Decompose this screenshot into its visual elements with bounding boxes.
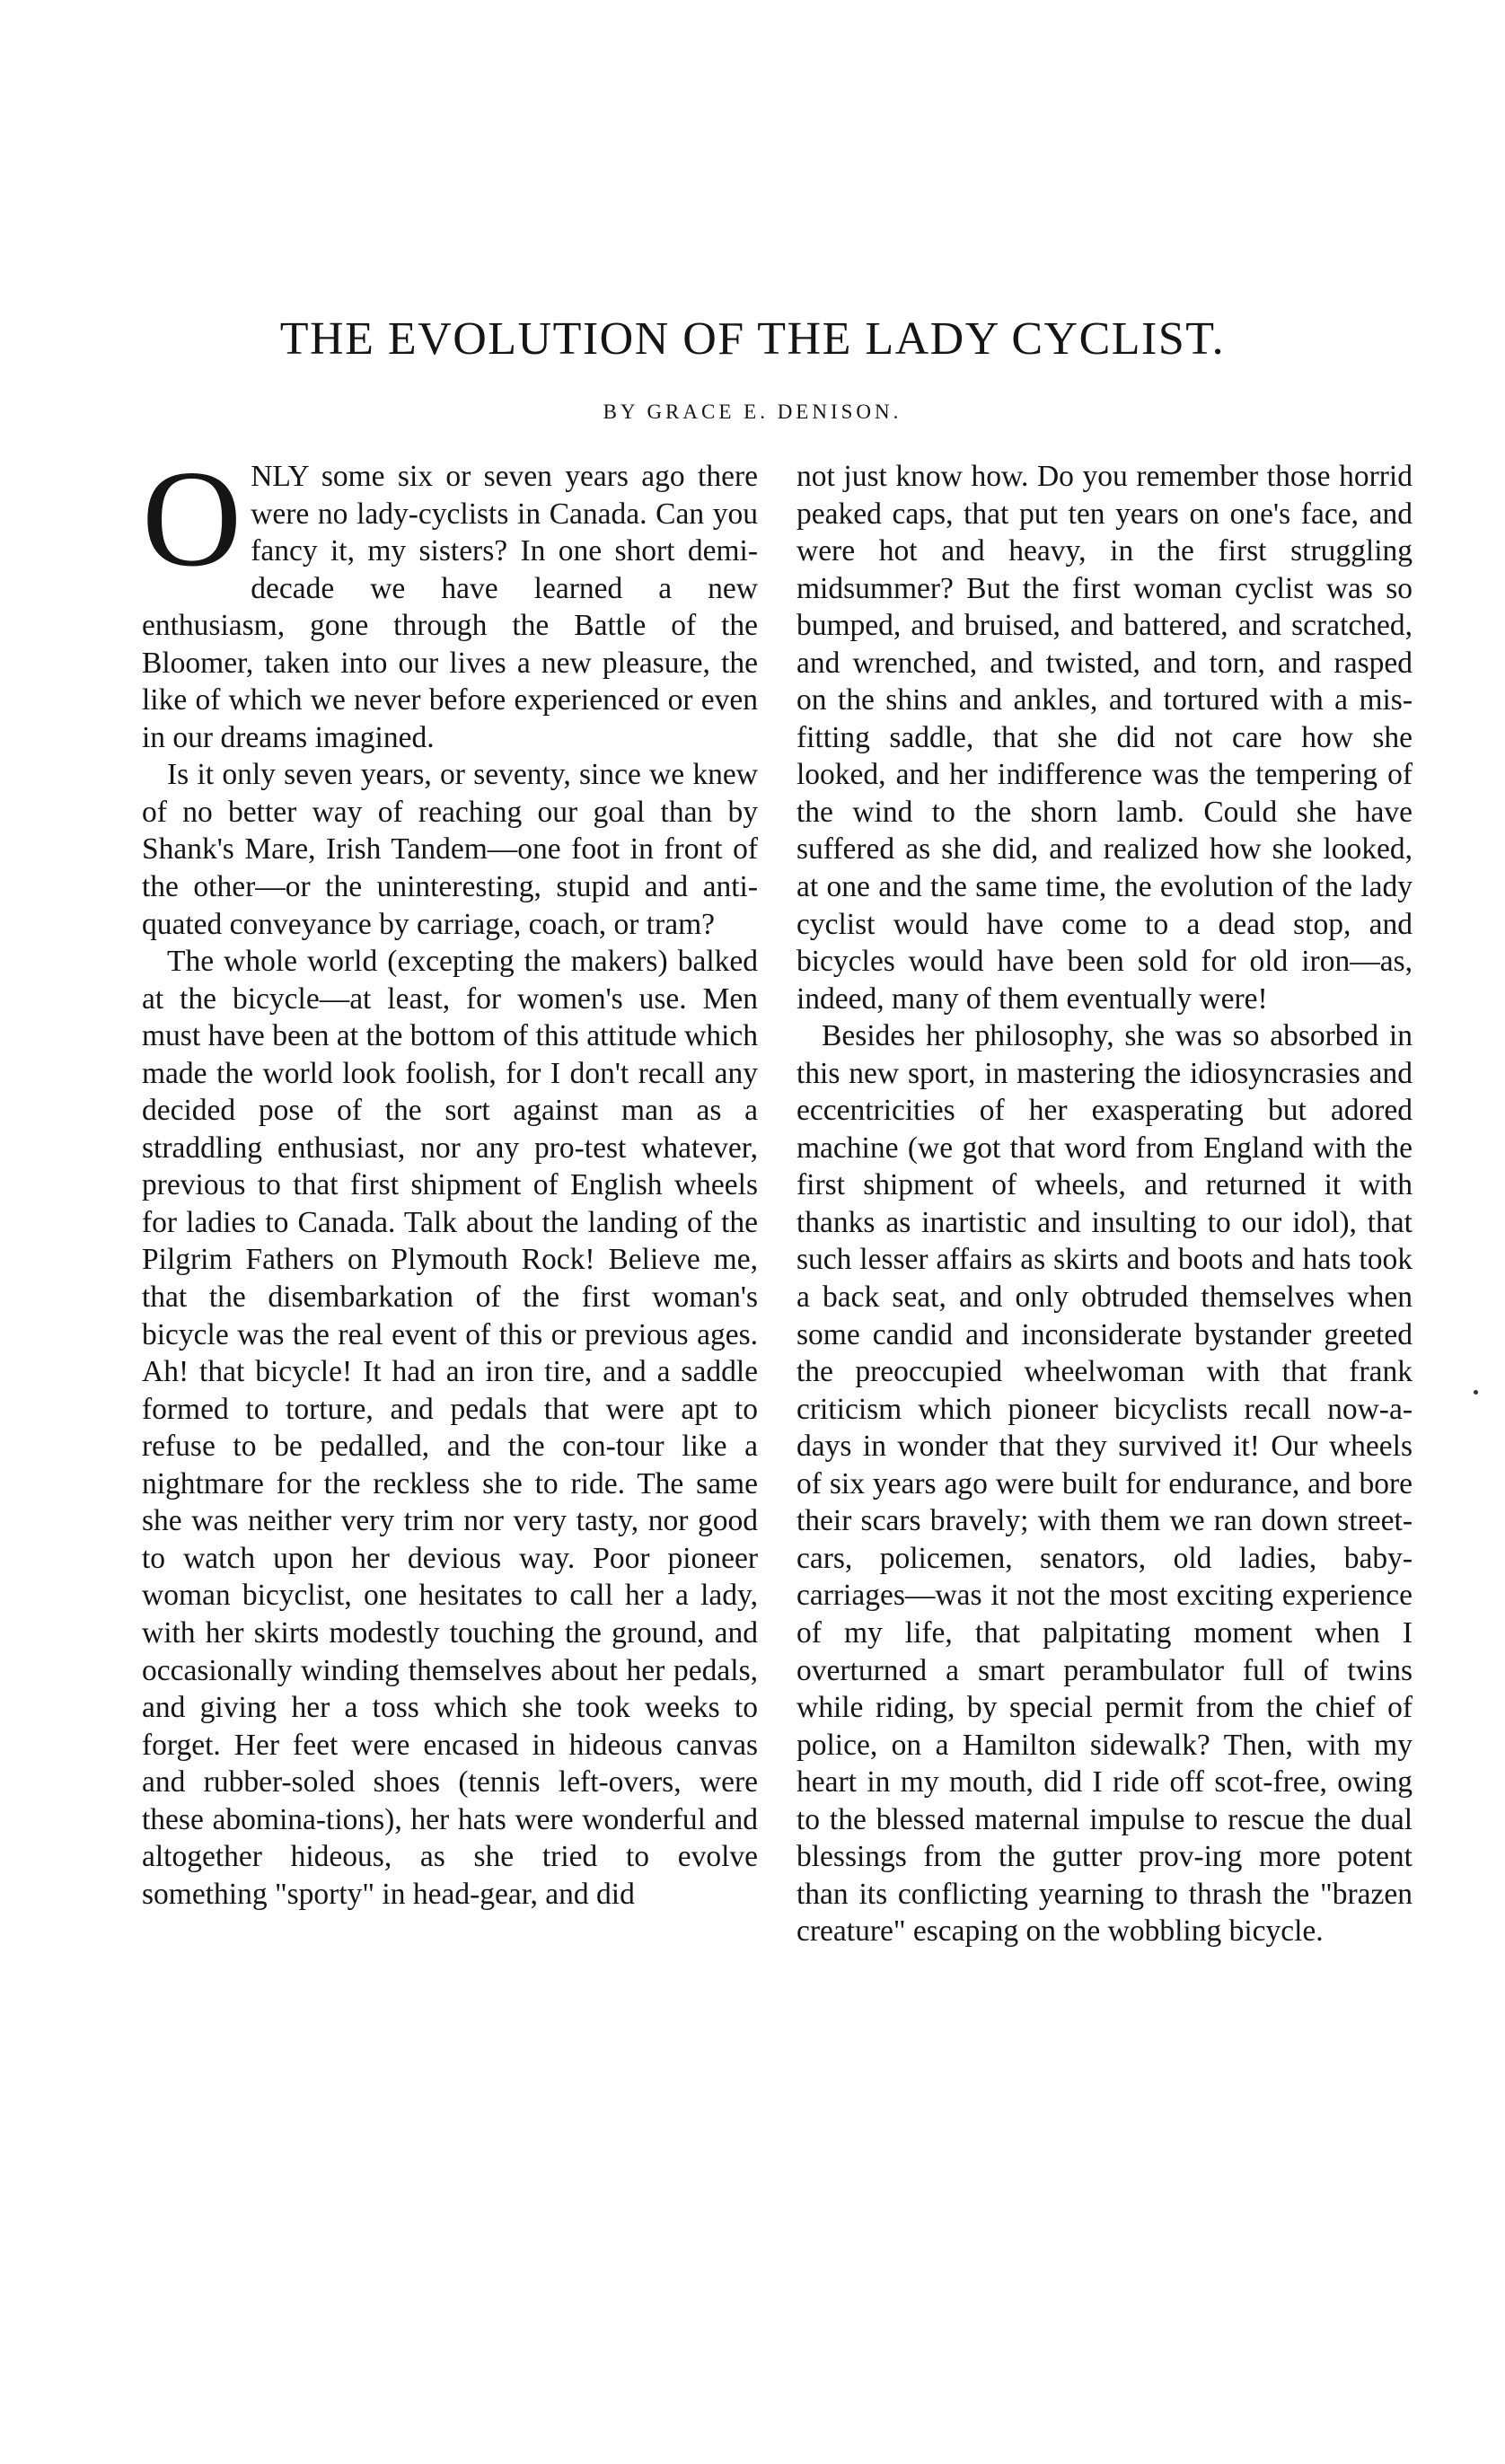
left-text-column [142,443,758,1913]
article-title: THE EVOLUTION OF THE LADY CYCLIST. [279,313,1226,365]
paragraph-3-continued: not just know how. Do you remember those horrid peaked caps, that put ten years on one's face, and were hot and heavy, in the first struggling midsummer? But the first woman cyclist was so bumped, and bruised, and battered, and scratched, and wrenched, and twisted, and torn, and rasped on the shins and ankles, and tortured with a mis-fitting saddle, that she did not care how she looked, and her indifference was the tempering of the wind to the shorn lamb. Could she have suffered as she did, and realized how she looked, at one and the same time, the evolution of the lady cyclist would have come to a dead stop, and bicycles would have been sold for old iron—as, indeed, many of them eventually were! [797,460,1413,1016]
paragraph-1 [142,443,758,756]
article-byline: BY GRACE E. DENISON. [603,400,902,423]
ink-speck [1474,1390,1478,1395]
paragraph-3: The whole world (excepting the makers) balked at the bicycle—at least, for women's use. Men must have been at the bottom of this attitude which made the world look foolish, for I don't recall any decided pose of the sort against man as a straddling enthusiast, nor any pro-test whatever, previous to that first shipment of English wheels for ladies to Canada. Talk about the landing of the Pilgrim Fathers on Plymouth Rock! Believe me, that the disembarkation of the first woman's bicycle was the real event of this or previous ages. Ah! that bicycle! It had an iron tire, and a saddle formed to torture, and pedals that were apt to refuse to be pedalled, and the con-tour like a nightmare for the reckless she to ride. The same she was neither very trim nor very tasty, nor good to watch upon her devious way. Poor pioneer woman bicyclist, one hesitates to call her a lady, with her skirts modestly touching the ground, and occasionally winding themselves about her pedals, and giving her a toss which she took weeks to forget. Her feet were encased in hideous canvas and rubber-soled shoes (tennis left-overs, were these abomina-tions), her hats were wonderful and altogether hideous, as she tried to evolve something "sporty" in head-gear, and did [142,945,758,1911]
right-text-column [797,458,1413,1950]
paragraph-4: Besides her philosophy, she was so absorbed in this new sport, in mastering the idiosyncrasies and eccentricities of her exasperating but adored machine (we got that word from England with the first shipment of wheels, and returned it with thanks as inartistic and insulting to our idol), that such lesser affairs as skirts and boots and hats took a back seat, and only obtruded themselves when some candid and inconsiderate bystander greeted the preoccupied wheelwoman with that frank criticism which pioneer bicyclists recall now-a-days in wonder that they survived it! Our wheels of six years ago were built for endurance, and bore their scars bravely; with them we ran down street-cars, policemen, senators, old ladies, baby-carriages—was it not the most exciting experience of my life, that palpitating moment when I overturned a smart perambulator full of twins while riding, by special permit from the chief of police, on a Hamilton sidewalk? Then, with my heart in my mouth, did I ride off scot-free, owing to the blessed maternal impulse to rescue the dual blessings from the gutter prov-ing more potent than its conflicting yearning to thrash the "brazen creature" escaping on the wobbling bicycle. [797,1019,1413,1949]
paragraph-1-text: NLY some six or seven years ago there were no lady-cyclists in Canada. Can you fancy it, my sisters? In one short demi-decade we have learned a new enthusiasm, gone through the Battle of the Bloomer, taken into our lives a new pleasure, the like of which we never before experienced or even in our dreams imagined. [142,460,758,754]
paragraph-2: Is it only seven years, or seventy, since we knew of no better way of reaching our goal than by Shank's Mare, Irish Tandem—one foot in front of the other—or the uninteresting, stupid and anti-quated conveyance by carriage, coach, or tram? [142,758,758,941]
drop-cap-letter: O [142,443,242,595]
